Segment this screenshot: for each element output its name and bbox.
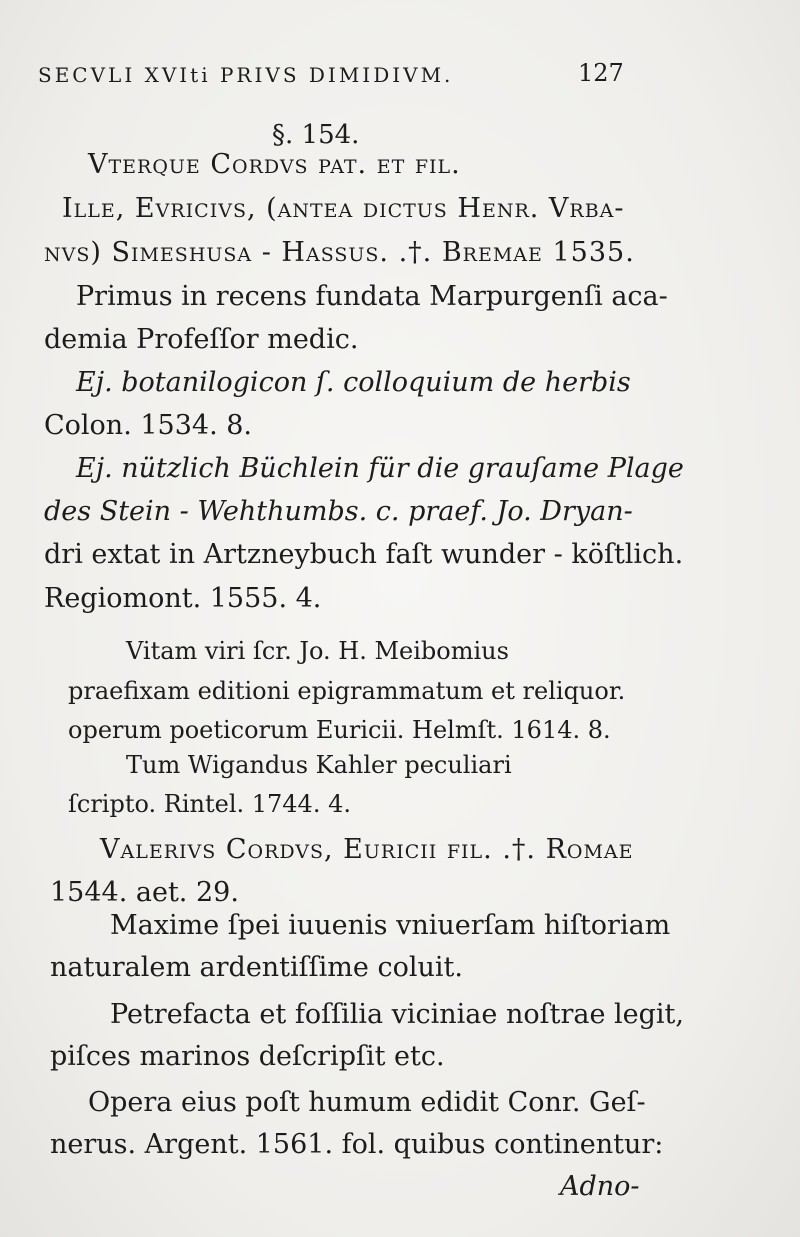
text-line: operum poeticorum Euricii. Helmſt. 1614. 8.	[68, 716, 611, 744]
text-line: piſces marinos deſcripſit etc.	[50, 1041, 445, 1072]
text-line: Ej. nützlich Büchlein für die grauſame Plage	[76, 453, 684, 484]
text-line: Maxime ſpei iuuenis vniuerſam hiſtoriam	[110, 910, 671, 941]
text-line: Ille, Evricivs, (antea dictus Henr. Vrba-	[62, 193, 625, 224]
text-line: Colon. 1534. 8.	[44, 410, 252, 441]
text-line: Vitam viri ſcr. Jo. H. Meibomius	[126, 637, 509, 665]
catchword: Adno-	[560, 1171, 640, 1202]
text-line: Vterque Cordvs pat. et fil.	[88, 149, 461, 180]
text-line: demia Profeſſor medic.	[44, 324, 359, 355]
text-line: des Stein - Wehthumbs. c. praef. Jo. Dryan-	[44, 496, 633, 527]
text-line: dri extat in Artzneybuch faſt wunder - köſtlich.	[44, 539, 684, 570]
text-line: Ej. botanilogicon ſ. colloquium de herbis	[76, 367, 631, 398]
page-number: 127	[578, 59, 624, 87]
text-line: 1544. aet. 29.	[50, 877, 239, 908]
text-line: Petrefacta et foſſilia viciniae noſtrae legit,	[110, 999, 684, 1030]
running-header: SECVLI XVIti PRIVS DIMIDIVM.	[38, 63, 454, 87]
text-line: Primus in recens fundata Marpurgenſi aca-	[76, 281, 668, 312]
text-line: ſcripto. Rintel. 1744. 4.	[68, 790, 351, 818]
text-line: nerus. Argent. 1561. fol. quibus continentur:	[50, 1129, 664, 1160]
section-number: §. 154.	[272, 120, 360, 150]
text-line: Tum Wigandus Kahler peculiari	[126, 751, 512, 779]
text-line: Valerivs Cordvs, Euricii fil. .†. Romae	[100, 834, 634, 865]
text-line: praefixam editioni epigrammatum et reliquor.	[68, 677, 626, 705]
text-line: Opera eius poſt humum edidit Conr. Geſ-	[88, 1087, 646, 1118]
text-line: naturalem ardentiſſime coluit.	[50, 952, 463, 983]
text-line: Regiomont. 1555. 4.	[44, 583, 322, 614]
text-line: nvs) Simeshuſa - Haſſus. .†. Bremae 1535.	[44, 237, 635, 268]
